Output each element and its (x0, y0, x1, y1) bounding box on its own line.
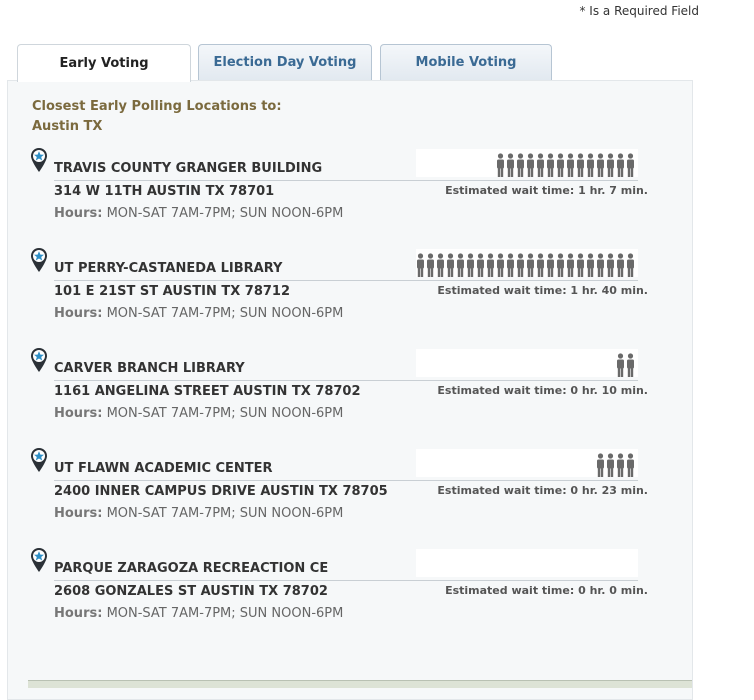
queue-people-icons (496, 153, 636, 177)
person-icon (627, 353, 634, 377)
person-icon (607, 253, 614, 277)
person-icon (617, 253, 624, 277)
location-hours (54, 506, 343, 521)
queue-indicator (416, 449, 638, 477)
person-icon (577, 153, 584, 177)
hours-value: MON-SAT 7AM-7PM; SUN NOON-6PM (106, 506, 344, 521)
queue-indicator (416, 549, 638, 577)
location-address: 2608 GONZALES ST AUSTIN TX 78702 (54, 584, 328, 599)
map-pin-star-icon[interactable] (30, 547, 48, 573)
hours-label: Hours: (54, 206, 103, 221)
map-pin-star-icon[interactable] (30, 347, 48, 373)
person-icon (587, 253, 594, 277)
location-address: 1161 ANGELINA STREET AUSTIN TX 78702 (54, 384, 361, 399)
person-icon (597, 153, 604, 177)
polling-locations-panel (7, 80, 693, 700)
location-name[interactable]: UT PERRY-CASTANEDA LIBRARY (54, 261, 410, 281)
person-icon (597, 253, 604, 277)
person-icon (427, 253, 434, 277)
estimated-wait-time: Estimated wait time: 0 hr. 10 min. (437, 384, 648, 397)
location-item (28, 347, 648, 427)
location-hours (54, 406, 343, 421)
location-item (28, 247, 648, 327)
tab-election-day-voting[interactable]: Election Day Voting (198, 44, 372, 80)
person-icon (527, 253, 534, 277)
map-pin-star-icon[interactable] (30, 147, 48, 173)
person-icon (547, 253, 554, 277)
location-item (28, 447, 648, 527)
location-item (28, 147, 648, 227)
locations-heading-city: Austin TX (32, 119, 103, 134)
queue-people-icons (416, 253, 636, 277)
person-icon (447, 253, 454, 277)
locations-heading-line1: Closest Early Polling Locations to: (32, 99, 282, 114)
location-name[interactable]: CARVER BRANCH LIBRARY (54, 361, 410, 381)
person-icon (487, 253, 494, 277)
location-name[interactable]: TRAVIS COUNTY GRANGER BUILDING (54, 161, 410, 181)
location-address: 2400 INNER CAMPUS DRIVE AUSTIN TX 78705 (54, 484, 388, 499)
person-icon (557, 253, 564, 277)
hours-value: MON-SAT 7AM-7PM; SUN NOON-6PM (106, 306, 344, 321)
tab-mobile-voting[interactable]: Mobile Voting (380, 44, 552, 80)
location-address: 101 E 21ST ST AUSTIN TX 78712 (54, 284, 291, 299)
person-icon (537, 153, 544, 177)
person-icon (517, 153, 524, 177)
person-icon (577, 253, 584, 277)
queue-people-icons (596, 453, 636, 477)
person-icon (457, 253, 464, 277)
person-icon (617, 153, 624, 177)
hours-value: MON-SAT 7AM-7PM; SUN NOON-6PM (106, 406, 344, 421)
person-icon (437, 253, 444, 277)
location-address: 314 W 11TH AUSTIN TX 78701 (54, 184, 275, 199)
location-item (28, 547, 648, 627)
locations-heading (32, 97, 282, 137)
estimated-wait-time: Estimated wait time: 0 hr. 23 min. (437, 484, 648, 497)
hours-label: Hours: (54, 306, 103, 321)
person-icon (497, 253, 504, 277)
person-icon (527, 153, 534, 177)
queue-indicator (416, 149, 638, 177)
divider (410, 380, 638, 381)
person-icon (587, 153, 594, 177)
person-icon (467, 253, 474, 277)
queue-people-icons (616, 353, 636, 377)
estimated-wait-time: Estimated wait time: 0 hr. 0 min. (445, 584, 648, 597)
hours-label: Hours: (54, 406, 103, 421)
location-hours (54, 206, 343, 221)
hours-label: Hours: (54, 506, 103, 521)
location-name[interactable]: PARQUE ZARAGOZA RECREACTION CE (54, 561, 410, 581)
person-icon (627, 153, 634, 177)
person-icon (507, 253, 514, 277)
person-icon (567, 153, 574, 177)
divider (410, 480, 638, 481)
map-pin-star-icon[interactable] (30, 447, 48, 473)
hours-label: Hours: (54, 606, 103, 621)
person-icon (627, 453, 634, 477)
person-icon (537, 253, 544, 277)
estimated-wait-time: Estimated wait time: 1 hr. 7 min. (445, 184, 648, 197)
person-icon (507, 153, 514, 177)
person-icon (547, 153, 554, 177)
required-field-note: * Is a Required Field (579, 4, 699, 18)
person-icon (627, 253, 634, 277)
estimated-wait-time: Estimated wait time: 1 hr. 40 min. (437, 284, 648, 297)
person-icon (617, 453, 624, 477)
hours-value: MON-SAT 7AM-7PM; SUN NOON-6PM (106, 606, 344, 621)
location-hours (54, 306, 343, 321)
person-icon (617, 353, 624, 377)
person-icon (497, 153, 504, 177)
person-icon (607, 453, 614, 477)
tab-early-voting[interactable]: Early Voting (17, 44, 191, 82)
divider (410, 280, 638, 281)
map-pin-star-icon[interactable] (30, 247, 48, 273)
person-icon (417, 253, 424, 277)
person-icon (567, 253, 574, 277)
divider (410, 580, 638, 581)
hours-value: MON-SAT 7AM-7PM; SUN NOON-6PM (106, 206, 344, 221)
queue-indicator (416, 249, 638, 277)
divider (410, 180, 638, 181)
person-icon (517, 253, 524, 277)
person-icon (607, 153, 614, 177)
location-hours (54, 606, 343, 621)
person-icon (477, 253, 484, 277)
queue-indicator (416, 349, 638, 377)
person-icon (597, 453, 604, 477)
location-name[interactable]: UT FLAWN ACADEMIC CENTER (54, 461, 410, 481)
person-icon (557, 153, 564, 177)
